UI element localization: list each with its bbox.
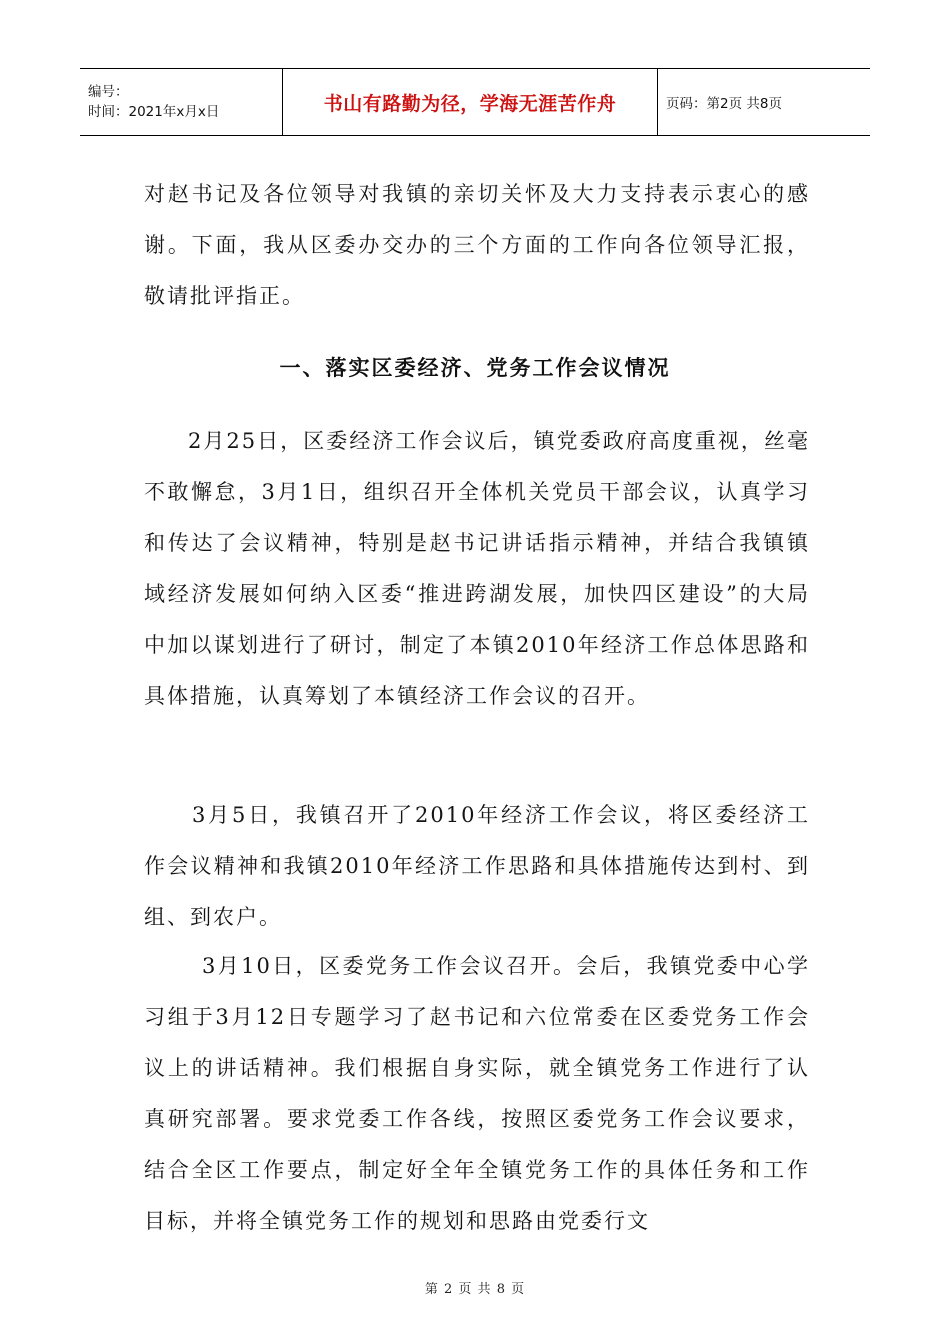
document-number-label: 编号： xyxy=(88,84,129,100)
intro-paragraph: 对赵书记及各位领导对我镇的亲切关怀及大力支持表示衷心的感谢。下面，我从区委办交办的三个方面的工作向各位领导汇报，敬请批评指正。 xyxy=(144,182,810,308)
body-paragraph: 2月25日，区委经济工作会议后，镇党委政府高度重视，丝毫不敢懈怠，3月1日，组织召开全体机关党员干部会议，认真学习和传达了会议精神，特别是赵书记讲话指示精神，并结合我镇镇域经济发展如何纳入区委“推进跨湖发展，加快四区建设”的大局中加以谋划进行了研讨，制定了本镇2010年经济工作总体思路和具体措施，认真筹划了本镇经济工作会议的召开。 xyxy=(144,429,810,708)
header-motto: 书山有路勤为径，学海无涯苦作舟 xyxy=(282,69,658,135)
paragraph-block-2 xyxy=(144,790,810,943)
intro-block xyxy=(144,169,810,322)
document-header xyxy=(80,68,870,136)
header-meta-cell xyxy=(80,69,282,135)
body-paragraph: 3月5日，我镇召开了2010年经济工作会议，将区委经济工作会议精神和我镇2010年经济工作思路和具体措施传达到村、到组、到农户。 xyxy=(144,803,810,929)
paragraph-block-1 xyxy=(144,416,810,722)
paragraph-block-3 xyxy=(144,941,810,1247)
header-page-info: 页码：第2页 共8页 xyxy=(666,96,782,112)
section-heading: 一、落实区委经济、党务工作会议情况 xyxy=(279,356,671,380)
page-footer: 第 2 页 共 8 页 xyxy=(424,1282,526,1297)
document-time-label: 时间：2021年x月x日 xyxy=(88,104,220,120)
body-paragraph: 3月10日，区委党务工作会议召开。会后，我镇党委中心学习组于3月12日专题学习了赵书记和六位常委在区委党务工作会议上的讲话精神。我们根据自身实际，就全镇党务工作进行了认真研究部署。要求党委工作各线，按照区委党务工作会议要求，结合全区工作要点，制定好全年全镇党务工作的具体任务和工作目标，并将全镇党务工作的规划和思路由党委行文 xyxy=(144,954,810,1233)
